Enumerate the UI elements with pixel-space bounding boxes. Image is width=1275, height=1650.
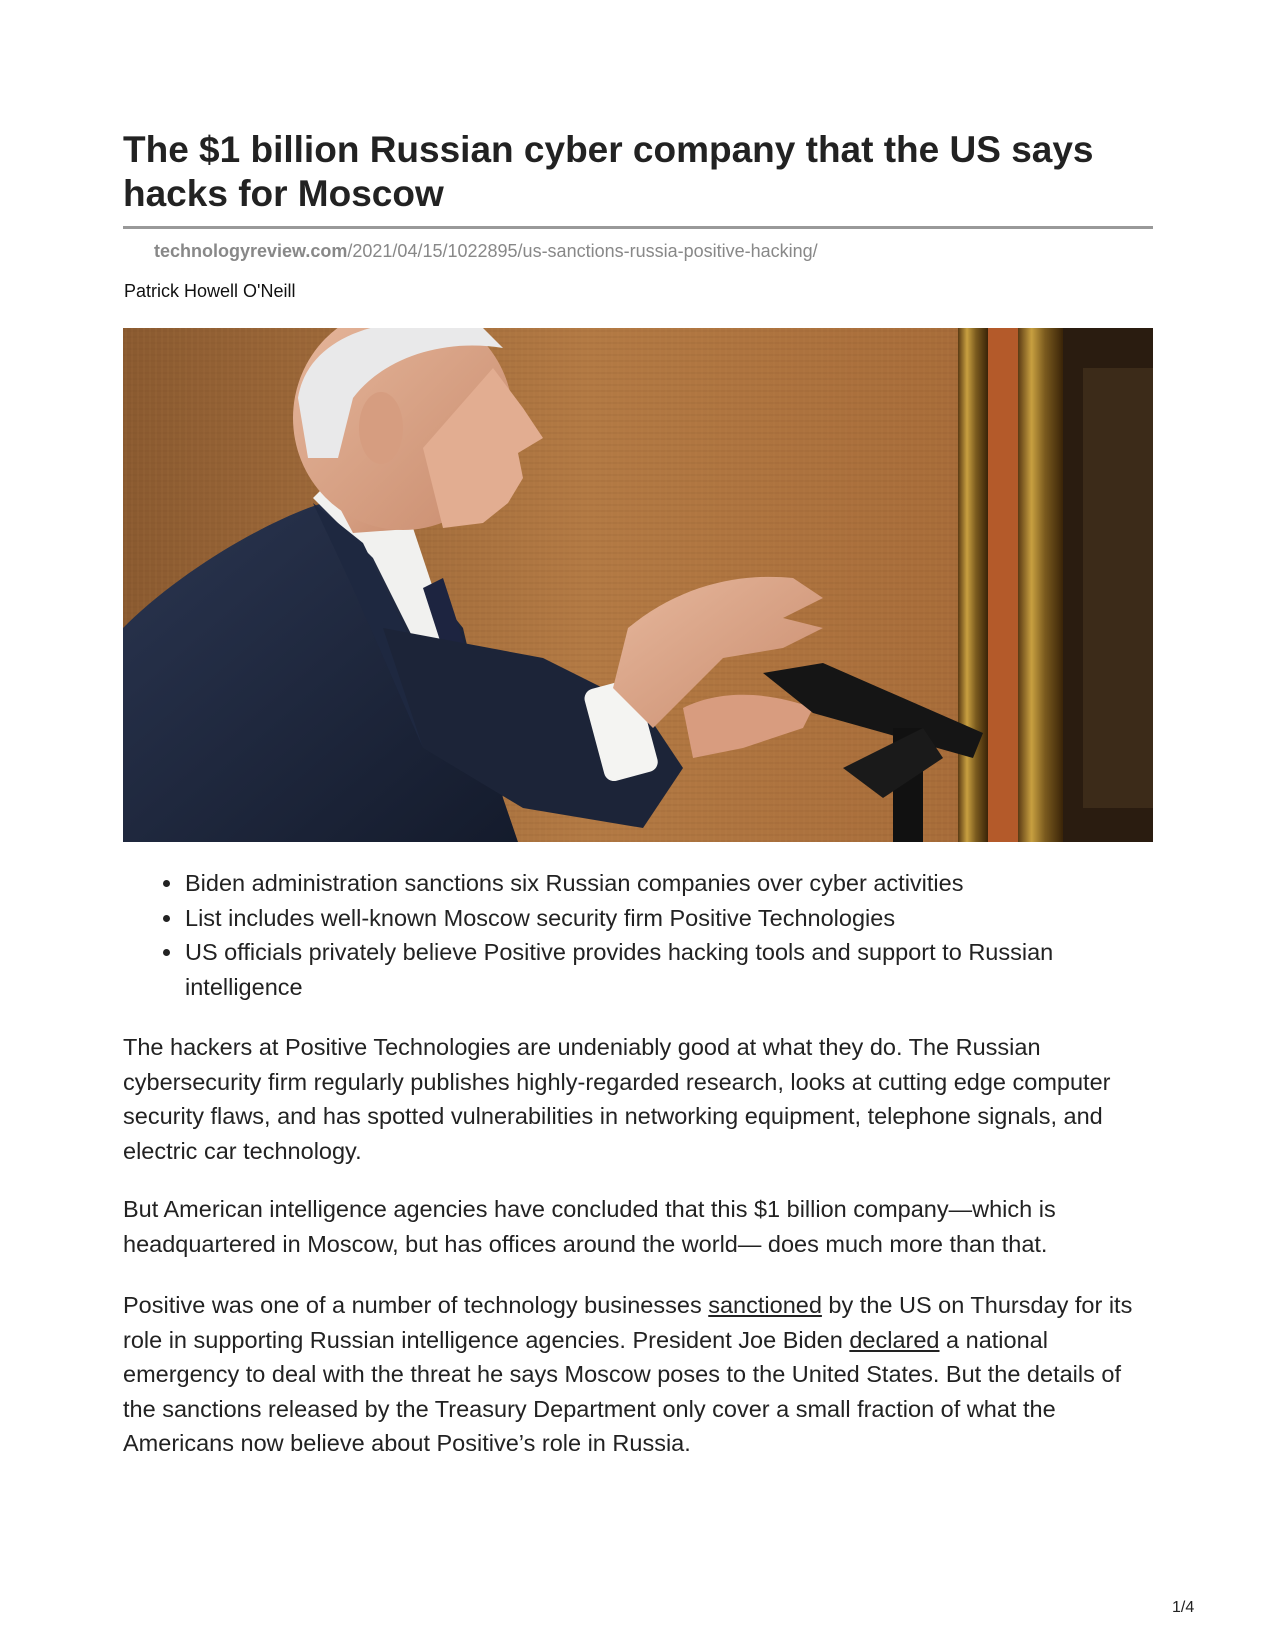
hero-photo-illustration xyxy=(123,328,1153,842)
bullet-dot xyxy=(163,915,170,922)
source-path: /2021/04/15/1022895/us-sanctions-russia-positive-hacking/ xyxy=(347,241,818,261)
bullet-text: US officials privately believe Positive provides hacking tools and support to Russian intelligence xyxy=(185,939,1054,1000)
declared-link[interactable]: declared xyxy=(849,1326,940,1353)
body-paragraph-2: But American intelligence agencies have concluded that this $1 billion company—which is headquartered in Moscow, but has offices around the world— does much more than that. xyxy=(123,1196,1056,1257)
body-paragraph-1: The hackers at Positive Technologies are undeniably good at what they do. The Russian cybersecurity firm regularly publishes highly-regarded research, looks at cutting edge computer security flaws, and has spotted vulnerabilities in networking equipment, telephone signals, and electric car technology. xyxy=(123,1034,1111,1164)
bullet-dot xyxy=(163,949,170,956)
hero-photo xyxy=(123,328,1153,842)
paragraph-text: Positive was one of a number of technology businesses xyxy=(123,1292,709,1318)
source-domain: technologyreview.com xyxy=(154,241,348,261)
paragraph-text: a national emergency to deal with the threat he says Moscow poses to the United States. But the details of the sanctions released by the Treasury Department only cover a small fraction of what the Americans now believe about Positive’s role in Russia. xyxy=(123,1326,1121,1456)
list-item xyxy=(185,901,1153,936)
bullet-text: List includes well-known Moscow security firm Positive Technologies xyxy=(185,904,896,931)
source-url[interactable] xyxy=(154,240,818,262)
sanctioned-link[interactable]: sanctioned xyxy=(708,1292,822,1318)
paragraph-text: by the US on Thursday for its role in supporting Russian intelligence agencies. President Joe Biden xyxy=(123,1292,1133,1353)
author-byline: Patrick Howell O'Neill xyxy=(124,281,296,301)
list-item xyxy=(185,866,1153,901)
bullet-text: Biden administration sanctions six Russian companies over cyber activities xyxy=(185,870,964,896)
body-paragraph-3 xyxy=(123,1288,1153,1461)
article-title: The $1 billion Russian cyber company that the US says hacks for Moscow xyxy=(123,129,1094,214)
title-divider xyxy=(123,226,1153,229)
bullet-dot xyxy=(163,880,170,887)
summary-bullet-list xyxy=(123,866,1153,1004)
page-number: 1/4 xyxy=(1172,1599,1195,1616)
list-item xyxy=(185,935,1153,1004)
